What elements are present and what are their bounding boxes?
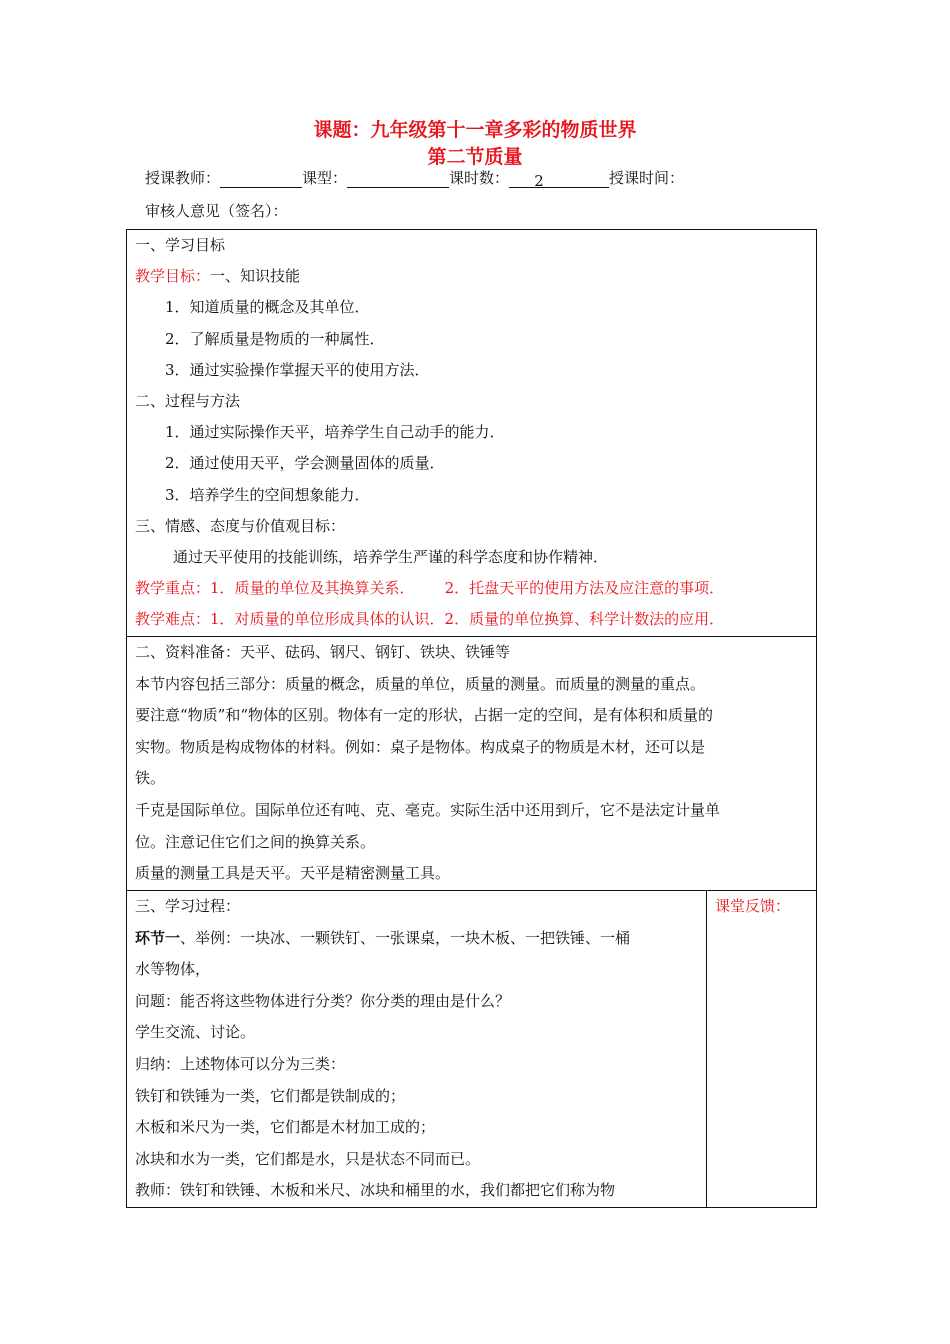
section1-heading: 一、学习目标 (135, 236, 226, 254)
step-label: 环节一 (135, 928, 181, 947)
knowledge-item: 2．了解质量是物质的一种属性． (165, 329, 385, 348)
learning-process-cell (127, 891, 707, 1208)
knowledge-item: 1．知道质量的概念及其单位． (165, 298, 370, 317)
hours-value: 2 (509, 171, 609, 188)
reviewer-label: 审核人意见（签名）： (145, 202, 288, 220)
knowledge-item: 3．通过实验操作掌握天平的使用方法． (165, 360, 430, 379)
goal-sub: 一、知识技能 (210, 267, 301, 286)
reviewer-row (145, 201, 288, 221)
process-line: 水等物体， (135, 960, 211, 979)
content-line: 实物。物质是构成物体的材料。例如：桌子是物体。构成桌子的物质是木材，还可以是 (135, 737, 706, 756)
content-line: 本节内容包括三部分：质量的概念，质量的单位，质量的测量。而质量的测量的重点。 (135, 674, 706, 693)
section3-heading: 三、学习过程： (135, 897, 241, 915)
hours-label: 课时数： (449, 169, 510, 187)
process-line: 问题：能否将这些物体进行分类？你分类的理由是什么？ (135, 991, 511, 1010)
process-line: 铁钉和铁锤为一类，它们都是铁制成的； (135, 1086, 406, 1105)
goal-label: 教学目标： (135, 267, 211, 286)
goal-line (135, 261, 808, 292)
content-line: 质量的测量工具是天平。天平是精密测量工具。 (135, 864, 451, 883)
step-one-line: 环节一、举例：一块冰、一颗铁钉、一张课桌，一块木板、一把铁锤、一桶 (135, 928, 631, 947)
difficulty-line: 教学难点：1．对质量的单位形成具体的认识．2．质量的单位换算、科学计数法的应用． (135, 610, 725, 629)
process-line: 教师：铁钉和铁锤、木板和米尺、冰块和桶里的水，我们都把它们称为物 (135, 1181, 616, 1200)
attitude-heading: 三、情感、态度与价值观目标： (135, 516, 346, 535)
content-line: 位。注意记住它们之间的换算关系。 (135, 832, 376, 851)
title-line-1: 课题：九年级第十一章多彩的物质世界 (313, 119, 637, 141)
process-heading: 二、过程与方法 (135, 391, 241, 410)
teacher-blank (220, 171, 302, 188)
attitude-text: 通过天平使用的技能训练，培养学生严谨的科学态度和协作精神． (173, 547, 609, 566)
materials-line: 二、资料准备：天平、砝码、钢尺、钢钉、铁块、铁锤等 (135, 643, 511, 661)
teacher-label: 授课教师： (145, 169, 221, 187)
process-item: 3．培养学生的空间想象能力． (165, 485, 370, 504)
materials-cell (127, 637, 817, 891)
feedback-label: 课堂反馈： (715, 897, 791, 915)
content-line: 铁。 (135, 769, 166, 788)
type-blank (347, 171, 449, 188)
lesson-plan-table (126, 229, 817, 1208)
content-line: 要注意“物质”和“物体的区别。物体有一定的形状，占据一定的空间，是有体积和质量的 (135, 706, 714, 725)
title-line-2: 第二节质量 (427, 146, 523, 168)
time-label: 授课时间： (609, 169, 685, 187)
learning-goals-cell (127, 230, 817, 637)
process-line: 木板和米尺为一类，它们都是木材加工成的； (135, 1118, 436, 1137)
lesson-meta-row (145, 168, 684, 188)
process-item: 2．通过使用天平，学会测量固体的质量． (165, 454, 445, 473)
process-item: 1．通过实际操作天平，培养学生自己动手的能力． (165, 423, 505, 442)
key-points-line: 教学重点：1．质量的单位及其换算关系． 2．托盘天平的使用方法及应注意的事项． (135, 579, 725, 598)
feedback-cell (707, 891, 817, 1208)
process-line: 学生交流、讨论。 (135, 1023, 256, 1042)
process-line: 冰块和水为一类，它们都是水，只是状态不同而已。 (135, 1149, 481, 1168)
content-line: 千克是国际单位。国际单位还有吨、克、毫克。实际生活中还用到斤，它不是法定计量单 (135, 800, 721, 819)
type-label: 课型： (302, 169, 348, 187)
process-line: 归纳：上述物体可以分为三类： (135, 1054, 346, 1073)
